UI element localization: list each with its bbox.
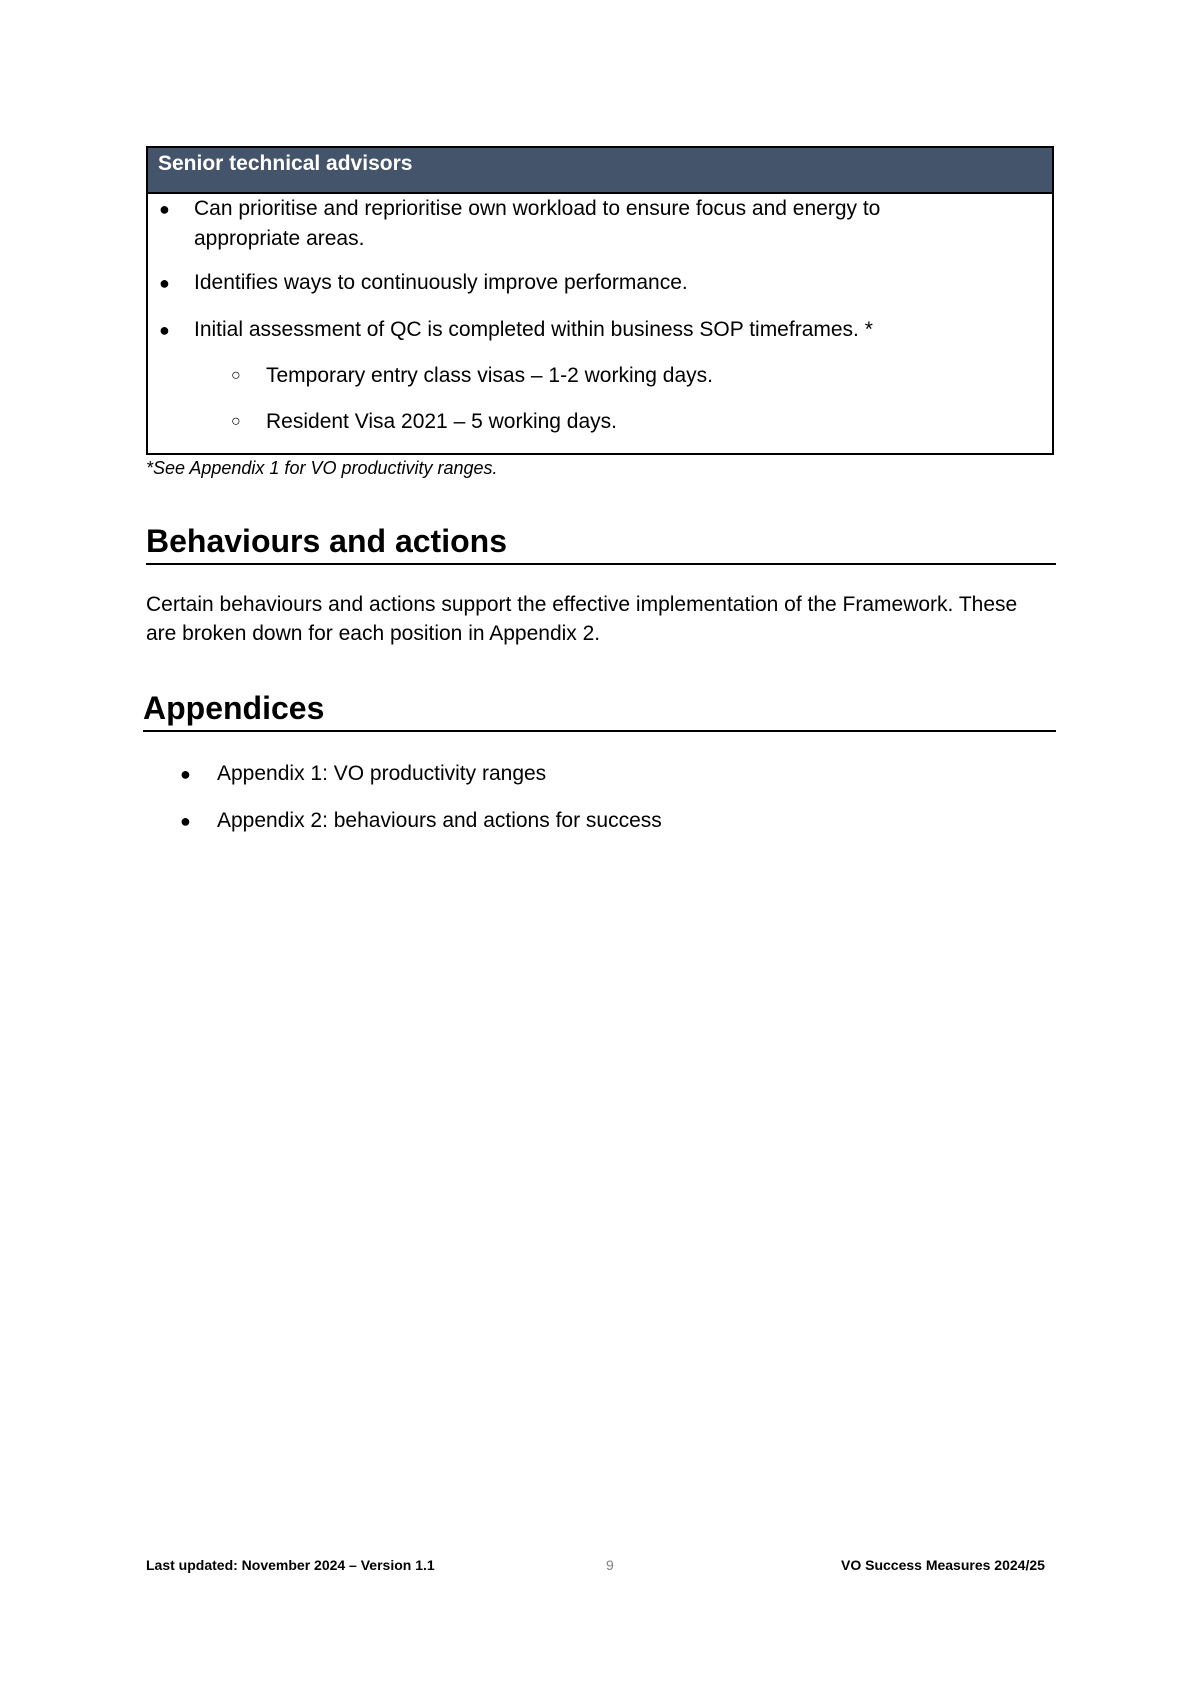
advisor-item-text: Can prioritise and reprioritise own workload to ensure focus and energy to appropriate areas.	[194, 197, 881, 250]
advisor-item-text: Initial assessment of QC is completed within business SOP timeframes. *	[194, 318, 873, 341]
sub-item-text: Temporary entry class visas – 1-2 working days.	[266, 364, 713, 387]
bullet-icon: ●	[180, 811, 191, 831]
appendix-item-text: Appendix 2: behaviours and actions for success	[217, 809, 662, 832]
advisor-box-title: Senior technical advisors	[148, 148, 1052, 194]
appendix-item-text: Appendix 1: VO productivity ranges	[217, 762, 547, 785]
footer-last-updated: Last updated: November 2024 – Version 1.1	[146, 1557, 435, 1573]
appendices-heading: Appendices	[143, 688, 1056, 732]
footer-page-number: 9	[606, 1557, 614, 1573]
advisor-item-text: Identifies ways to continuously improve performance.	[194, 271, 688, 294]
bullet-icon: ●	[159, 199, 170, 219]
bullet-icon: ●	[180, 764, 191, 784]
bullet-icon: ●	[159, 273, 170, 293]
sub-item-text: Resident Visa 2021 – 5 working days.	[266, 410, 617, 433]
senior-technical-advisors-box	[146, 146, 1054, 455]
footnote: *See Appendix 1 for VO productivity ranges.	[146, 458, 498, 478]
behaviours-text: Certain behaviours and actions support the effective implementation of the Framework. These are broken down for each position in Appendix 2.	[146, 593, 1018, 645]
behaviours-heading: Behaviours and actions	[146, 521, 1056, 565]
bullet-icon: ●	[159, 320, 170, 340]
footer-document-title: VO Success Measures 2024/25	[841, 1557, 1045, 1573]
circle-bullet-icon: ○	[231, 367, 241, 384]
circle-bullet-icon: ○	[231, 413, 241, 430]
